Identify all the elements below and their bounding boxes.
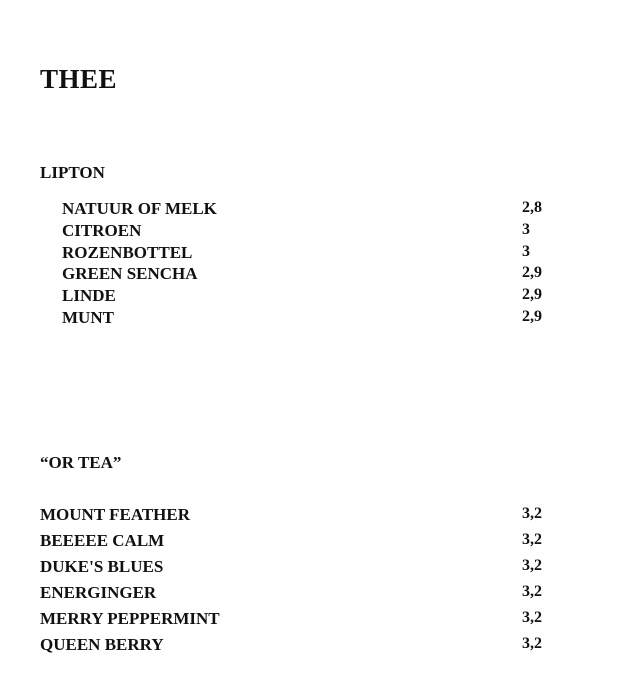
menu-item-name: BEEEEE CALM	[40, 531, 165, 550]
menu-item-name: MOUNT FEATHER	[40, 505, 191, 524]
menu-item-price: 3,2	[522, 583, 542, 600]
menu-item-name: MERRY PEPPERMINT	[40, 609, 220, 628]
menu-item-name: MUNT	[62, 308, 114, 327]
menu-item-name: LINDE	[62, 286, 116, 305]
menu-item-price: 3,2	[522, 635, 542, 652]
menu-item-price: 2,9	[522, 264, 542, 281]
menu-item-price: 2,9	[522, 308, 542, 325]
menu-item-name: QUEEN BERRY	[40, 635, 164, 654]
menu-item-price: 3,2	[522, 531, 542, 548]
menu-item-name: ROZENBOTTEL	[62, 243, 193, 262]
page-title: THEE	[40, 64, 118, 94]
menu-item-price: 3,2	[522, 557, 542, 574]
menu-item-name: GREEN SENCHA	[62, 264, 198, 283]
menu-item-name: DUKE'S BLUES	[40, 557, 164, 576]
menu-item-price: 2,8	[522, 199, 542, 216]
menu-item-name: CITROEN	[62, 221, 142, 240]
menu-item-price: 2,9	[522, 286, 542, 303]
menu-item-price: 3,2	[522, 505, 542, 522]
section-heading-lipton: LIPTON	[40, 163, 105, 182]
menu-item-name: NATUUR OF MELK	[62, 199, 217, 218]
menu-item-price: 3,2	[522, 609, 542, 626]
menu-item-price: 3	[522, 243, 530, 260]
section-heading-or-tea: “OR TEA”	[40, 453, 122, 472]
menu-item-name: ENERGINGER	[40, 583, 157, 602]
menu-item-price: 3	[522, 221, 530, 238]
